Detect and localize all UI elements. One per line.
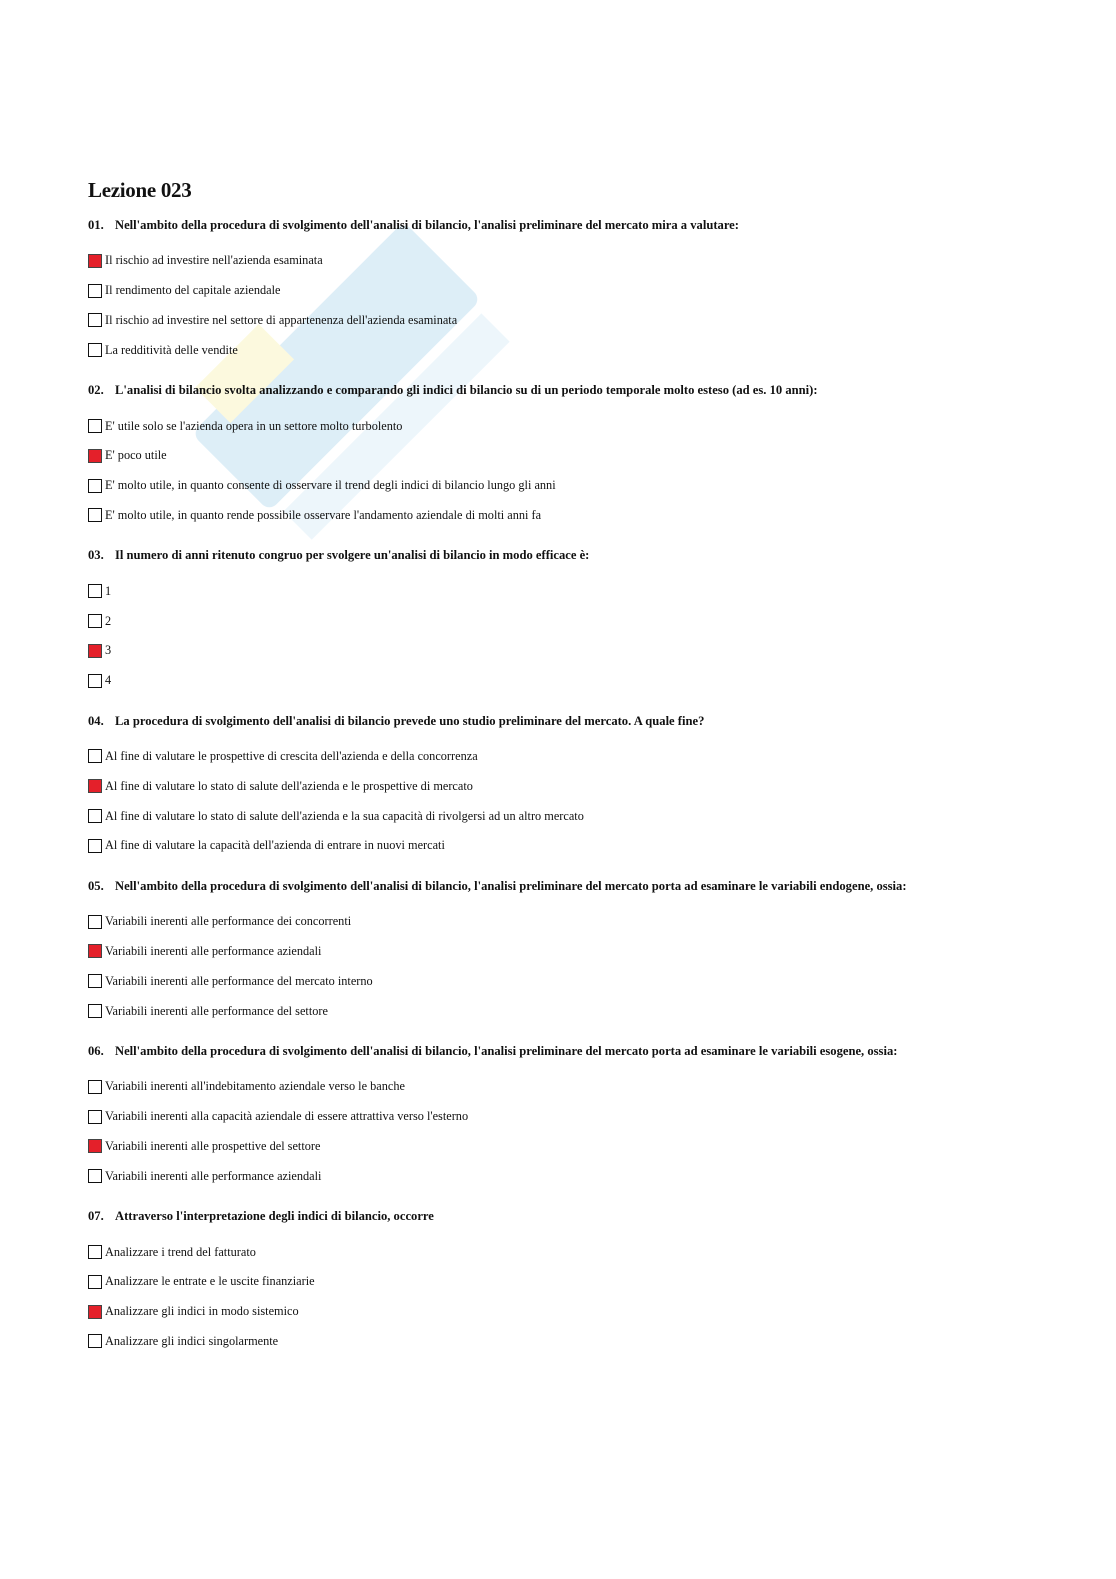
answer-option[interactable] [88,335,1048,365]
question-number: 04. [88,713,104,728]
answer-option[interactable] [88,742,1048,772]
answer-label: Variabili inerenti alle performance del mercato interno [105,973,373,988]
answer-checkbox[interactable] [88,1169,102,1183]
answer-checkbox-checked[interactable] [88,254,102,268]
answer-label: Analizzare le entrate e le uscite finanziarie [105,1274,315,1289]
answer-checkbox-checked[interactable] [88,1139,102,1153]
answer-option[interactable] [88,1297,1048,1327]
answer-checkbox[interactable] [88,419,102,433]
answer-option[interactable] [88,1161,1048,1191]
answer-label: Al fine di valutare la capacità dell'azienda di entrare in nuovi mercati [105,838,445,853]
question-block [88,713,1048,861]
answer-option[interactable] [88,1102,1048,1132]
answer-checkbox[interactable] [88,1110,102,1124]
question-block [88,878,1048,1026]
answer-label: E' molto utile, in quanto rende possibile osservare l'andamento aziendale di molti anni fa [105,507,542,522]
answer-checkbox[interactable] [88,313,102,327]
answer-checkbox[interactable] [88,1245,102,1259]
answer-label: E' molto utile, in quanto consente di osservare il trend degli indici di bilancio lungo gli anni [105,478,556,493]
answer-checkbox-checked[interactable] [88,779,102,793]
answer-checkbox-checked[interactable] [88,644,102,658]
question-number: 05. [88,878,104,893]
answer-label: Il rischio ad investire nell'azienda esaminata [105,253,323,268]
question-list [88,217,1048,1356]
answer-checkbox[interactable] [88,343,102,357]
question-prompt: Nell'ambito della procedura di svolgimento dell'analisi di bilancio, l'analisi preliminare del mercato porta ad esaminare le variabili endogene, ossia: [115,878,907,893]
question-text [88,1043,1048,1059]
lesson-title: Lezione 023 [88,178,192,202]
answer-option[interactable] [88,441,1048,471]
answer-label: La redditività delle vendite [105,342,238,357]
question-text [88,382,1048,398]
answer-checkbox[interactable] [88,1080,102,1094]
answer-label: Al fine di valutare lo stato di salute dell'azienda e le prospettive di mercato [105,778,473,793]
answer-label: E' utile solo se l'azienda opera in un settore molto turbolento [105,418,403,433]
answer-checkbox[interactable] [88,915,102,929]
answer-label: 2 [105,613,112,628]
answer-option[interactable] [88,411,1048,441]
answer-checkbox[interactable] [88,508,102,522]
answer-label: Variabili inerenti alle performance aziendali [105,1168,322,1183]
answer-option[interactable] [88,831,1048,861]
question-prompt: Nell'ambito della procedura di svolgimento dell'analisi di bilancio, l'analisi preliminare del mercato porta ad esaminare le variabili esogene, ossia: [115,1043,898,1058]
answer-checkbox[interactable] [88,1004,102,1018]
question-number: 06. [88,1043,104,1058]
answer-checkbox[interactable] [88,749,102,763]
document-page [88,178,1048,1373]
question-prompt: Nell'ambito della procedura di svolgimento dell'analisi di bilancio, l'analisi preliminare del mercato mira a valutare: [115,218,739,232]
answer-option[interactable] [88,471,1048,501]
question-text [88,713,1048,729]
answer-label: E' poco utile [105,448,167,463]
question-text [88,1208,1048,1224]
question-text [88,217,1048,233]
answer-option[interactable] [88,996,1048,1026]
answer-option[interactable] [88,576,1048,606]
answer-option[interactable] [88,966,1048,996]
answer-label: Variabili inerenti alle prospettive del settore [105,1138,321,1153]
answer-checkbox[interactable] [88,809,102,823]
answer-option[interactable] [88,276,1048,306]
answer-checkbox[interactable] [88,674,102,688]
question-block [88,217,1048,365]
answer-checkbox[interactable] [88,584,102,598]
answer-label: Variabili inerenti alla capacità aziendale di essere attrattiva verso l'esterno [105,1109,469,1124]
answer-checkbox[interactable] [88,1334,102,1348]
answer-option[interactable] [88,1132,1048,1162]
answer-label: Al fine di valutare lo stato di salute dell'azienda e la sua capacità di rivolgersi ad un altro mercato [105,808,584,823]
answer-option[interactable] [88,636,1048,666]
answer-option[interactable] [88,666,1048,696]
answer-label: Il rischio ad investire nel settore di appartenenza dell'azienda esaminata [105,312,458,327]
answer-checkbox-checked[interactable] [88,944,102,958]
answer-label: Il rendimento del capitale aziendale [105,283,281,298]
answer-label: Analizzare gli indici in modo sistemico [105,1304,299,1319]
question-text [88,878,1048,894]
question-number: 02. [88,383,104,398]
answer-option[interactable] [88,771,1048,801]
answer-checkbox[interactable] [88,284,102,298]
answer-label: Analizzare gli indici singolarmente [105,1333,279,1348]
answer-checkbox[interactable] [88,479,102,493]
answer-checkbox[interactable] [88,839,102,853]
question-prompt: Il numero di anni ritenuto congruo per svolgere un'analisi di bilancio in modo efficace è: [115,548,590,563]
answer-label: Variabili inerenti all'indebitamento aziendale verso le banche [105,1079,405,1094]
answer-option[interactable] [88,246,1048,276]
answer-label: 1 [105,583,112,598]
answer-option[interactable] [88,606,1048,636]
question-number: 03. [88,548,104,563]
question-prompt: L'analisi di bilancio svolta analizzando e comparando gli indici di bilancio su di un periodo temporale molto esteso (ad es. 10 anni): [115,383,818,398]
answer-option[interactable] [88,501,1048,531]
answer-checkbox[interactable] [88,974,102,988]
answer-checkbox[interactable] [88,1275,102,1289]
answer-option[interactable] [88,801,1048,831]
answer-label: 4 [105,673,112,688]
answer-option[interactable] [88,907,1048,937]
question-block [88,1043,1048,1191]
answer-label: 3 [105,643,112,658]
question-prompt: Attraverso l'interpretazione degli indici di bilancio, occorre [115,1209,434,1224]
answer-label: Variabili inerenti alle performance del settore [105,1003,328,1018]
question-block [88,382,1048,530]
question-number: 01. [88,218,104,232]
question-block [88,1208,1048,1356]
answer-option[interactable] [88,1327,1048,1357]
answer-label: Variabili inerenti alle performance dei concorrenti [105,914,352,929]
question-number: 07. [88,1209,104,1224]
answer-option[interactable] [88,937,1048,967]
answer-option[interactable] [88,1267,1048,1297]
question-block [88,547,1048,695]
question-text [88,547,1048,563]
question-prompt: La procedura di svolgimento dell'analisi di bilancio prevede uno studio preliminare del mercato. A quale fine? [115,713,705,728]
answer-option[interactable] [88,1237,1048,1267]
answer-checkbox[interactable] [88,614,102,628]
answer-option[interactable] [88,1072,1048,1102]
answer-checkbox-checked[interactable] [88,1305,102,1319]
answer-label: Analizzare i trend del fatturato [105,1244,256,1259]
answer-option[interactable] [88,306,1048,336]
answer-label: Variabili inerenti alle performance aziendali [105,943,322,958]
answer-label: Al fine di valutare le prospettive di crescita dell'azienda e della concorrenza [105,748,478,763]
answer-checkbox-checked[interactable] [88,449,102,463]
